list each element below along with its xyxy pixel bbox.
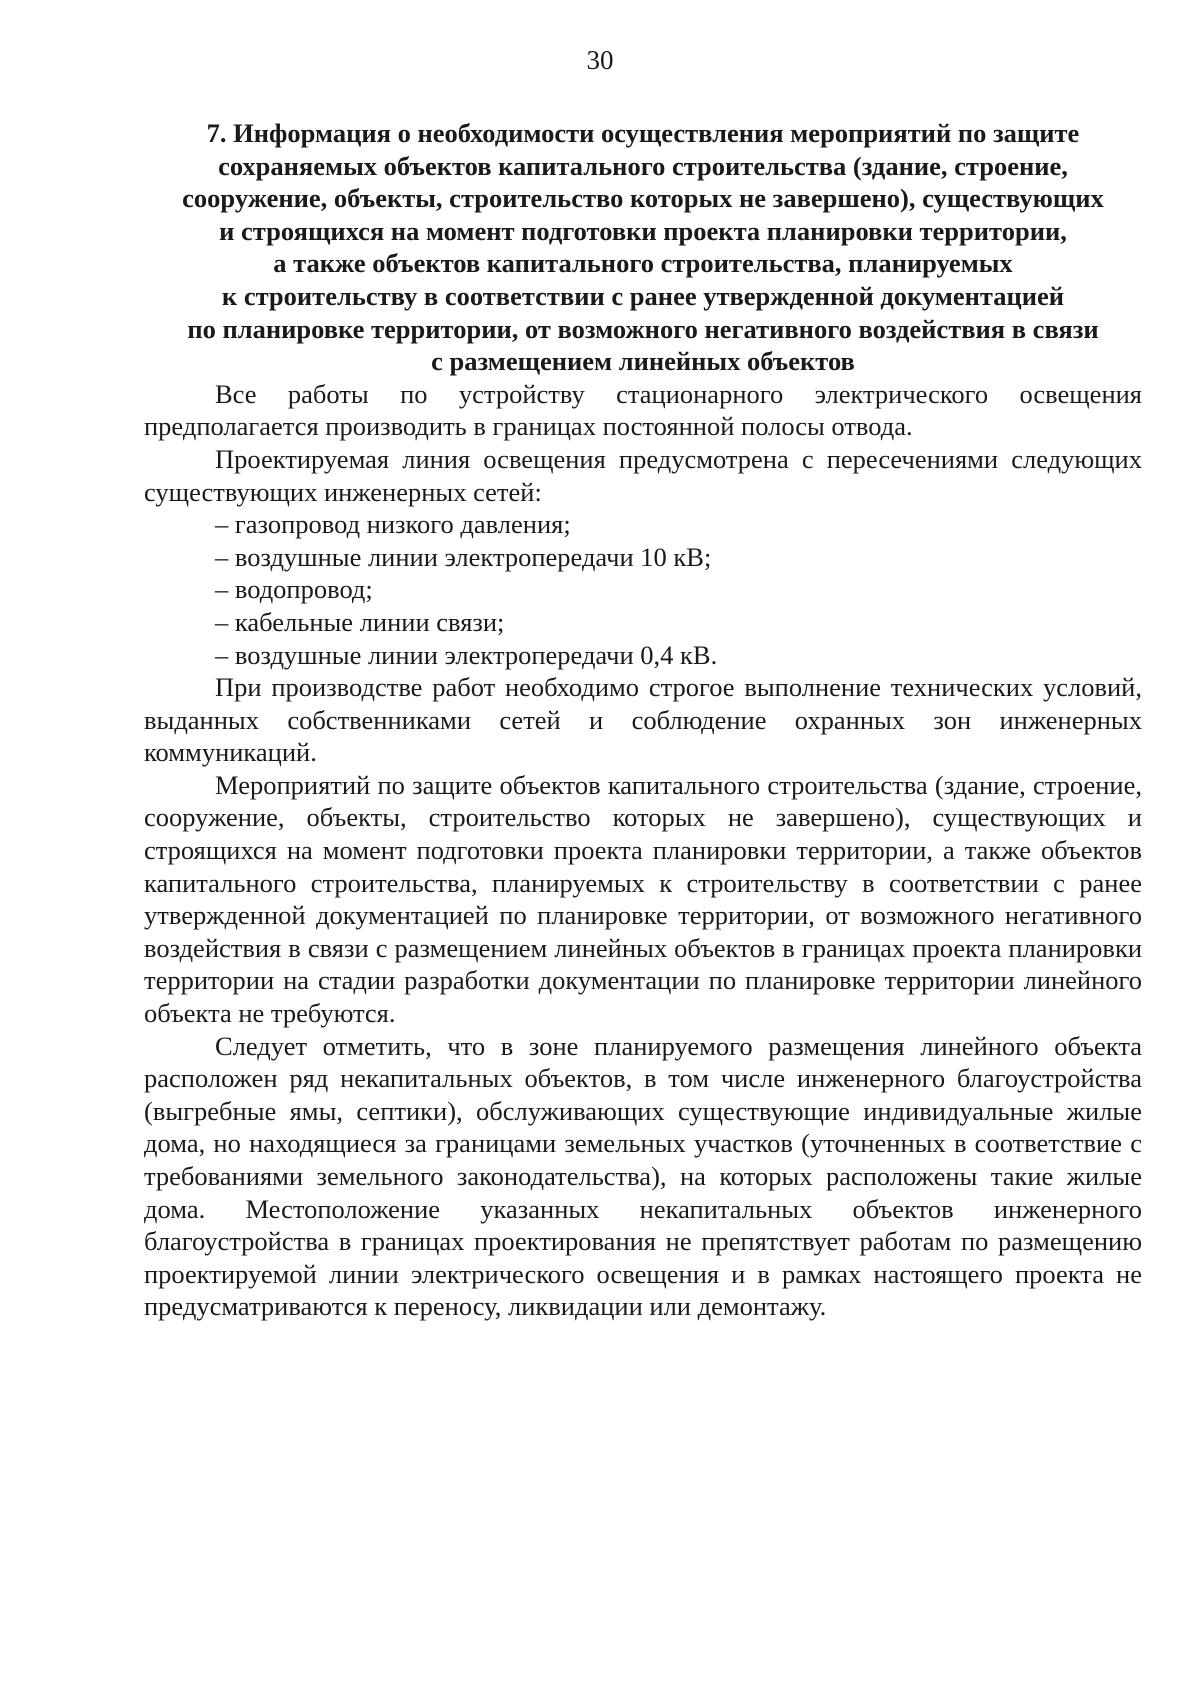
heading-line: и строящихся на момент подготовки проекта планировки территории, [219, 215, 1067, 246]
utility-networks-list [144, 508, 1142, 671]
list-item: – кабельные линии связи; [215, 606, 505, 637]
paragraph-lighting-works: Все работы по устройству стационарного электрического освещения предполагается производить в границах постоянной полосы отвода. [144, 378, 1142, 442]
list-item: – воздушные линии электропередачи 0,4 кВ. [215, 639, 718, 670]
list-item: – воздушные линии электропередачи 10 кВ; [215, 541, 712, 572]
list-item: – водопровод; [215, 574, 373, 605]
paragraph-protection-measures: Мероприятий по защите объектов капитального строительства (здание, строение, сооружение, объекты, строительство которых не завершено), существующих и строящихся на момент подготовки проекта планировки территории, а также объектов капитального строительства, планируемых к строительству в соответствии с ранее утвержденной документацией по планировке территории, от возможного негативного воздействия в связи с размещением линейных объектов в границах проекта планировки территории на стадии разработки документации по планировке территории линейного объекта не требуются. [144, 769, 1142, 1029]
paragraph-non-capital-objects: Следует отметить, что в зоне планируемого размещения линейного объекта расположен ряд некапитальных объектов, в том числе инженерного благоустройства (выгребные ямы, септики), обслуживающих существующие индивидуальные жилые дома, но находящиеся за границами земельных участков (уточненных в соответствие с требованиями земельного законодательства), на которых расположены такие жилые дома. Местоположение указанных некапитальных объектов инженерного благоустройства в границах проектирования не препятствует работам по размещению проектируемой линии электрического освещения и в рамках настоящего проекта не предусматриваются к переносу, ликвидации или демонтажу. [144, 1030, 1142, 1322]
page-content [144, 117, 1142, 1323]
heading-line: а также объектов капитального строительства, планируемых [273, 248, 1013, 279]
heading-line: 7. Информация о необходимости осуществления мероприятий по защите [206, 118, 1080, 148]
heading-line: с размещением линейных объектов [431, 346, 855, 377]
heading-line: к строительству в соответствии с ранее утвержденной документацией [221, 280, 1065, 311]
heading-line: сооружение, объекты, строительство которых не завершено), существующих [182, 183, 1104, 214]
list-item: – газопровод низкого давления; [215, 509, 571, 540]
heading-line: сохраняемых объектов капитального строительства (здание, строение, [218, 150, 1068, 181]
page-number: 30 [586, 45, 614, 75]
section-heading [144, 117, 1142, 378]
paragraph-crossings-intro: Проектируемая линия освещения предусмотрена с пересечениями следующих существующих инженерных сетей: [144, 443, 1142, 507]
heading-line: по планировке территории, от возможного негативного воздействия в связи [187, 313, 1099, 344]
paragraph-technical-conditions: При производстве работ необходимо строгое выполнение технических условий, выданных собственниками сетей и соблюдение охранных зон инженерных коммуникаций. [144, 672, 1142, 768]
body-text [144, 378, 1142, 1323]
